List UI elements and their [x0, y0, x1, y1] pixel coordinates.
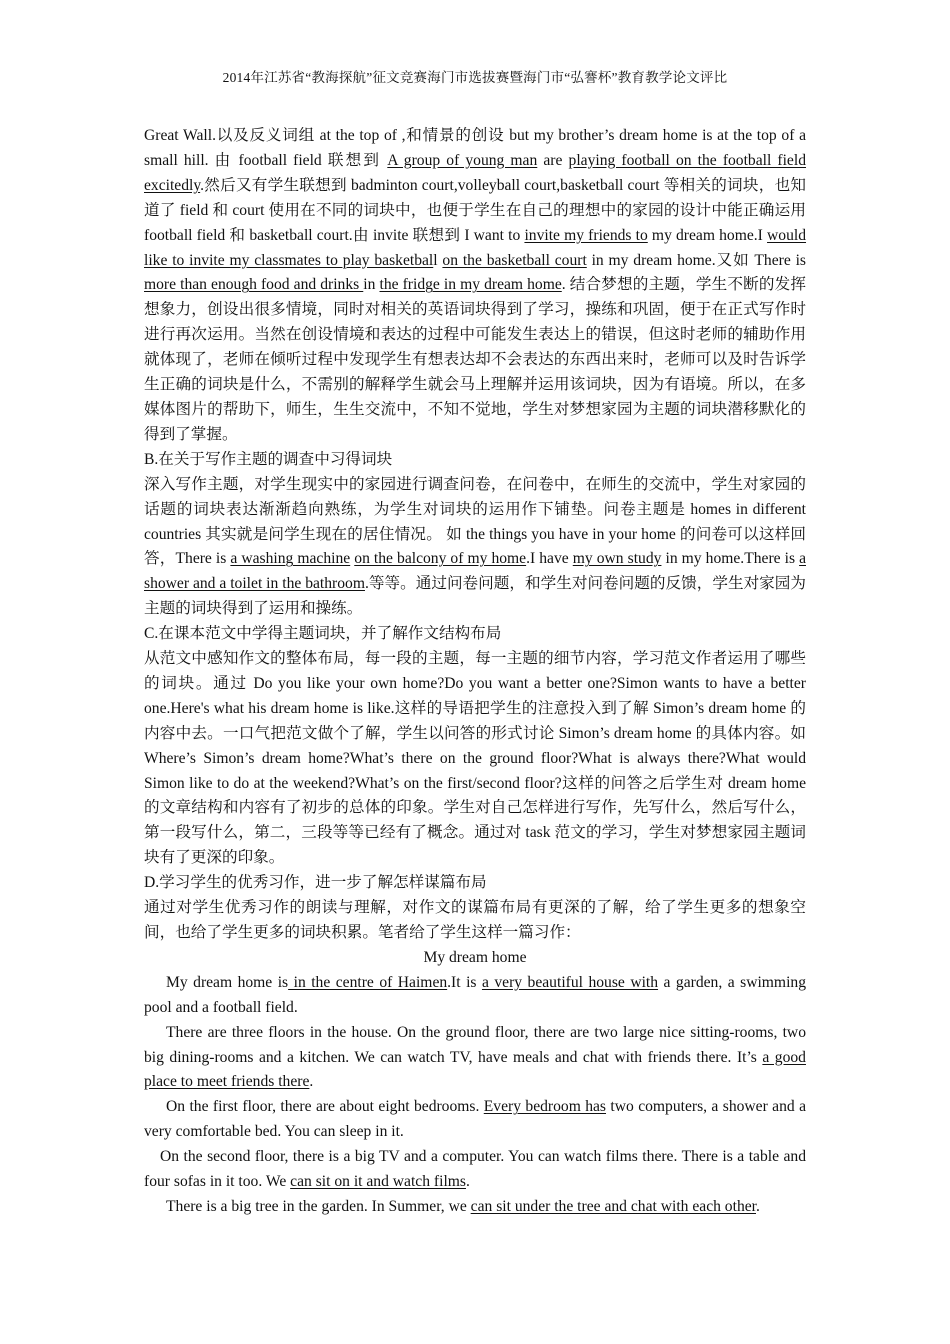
- text-run: are: [537, 151, 569, 169]
- text-run: a garden, a swimming pool and a football field.: [144, 973, 806, 1016]
- underlined-phrase: a washing machine: [230, 550, 351, 568]
- text-run: in my home.There is: [661, 550, 800, 568]
- heading-b: B.在关于写作主题的调查中习得词块: [144, 450, 393, 468]
- underlined-phrase: can sit on it and watch films: [290, 1173, 466, 1191]
- underlined-phrase: on the basketball court: [442, 251, 587, 269]
- heading-d: D.学习学生的优秀习作，进一步了解怎样谋篇布局: [144, 874, 487, 892]
- essay-paragraph-5: [144, 1195, 806, 1220]
- text-run: My dream home is: [166, 973, 289, 991]
- underlined-phrase: a good place to meet friends there: [144, 1048, 806, 1091]
- page-header: 2014年江苏省“教海探航”征文竞赛海门市选拔赛暨海门市“弘謇杯”教育教学论文评比: [222, 70, 728, 85]
- text-run: .I have: [526, 550, 573, 568]
- text-run: 深入写作主题，对学生现实中的家园进行调查问卷，在问卷中，在师生的交流中，学生对家园的话题的词块表达渐渐趋向熟练，为学生对词块的运用作下铺垫。问卷主题是 homes in different countries 其实就是问学生现在的居住情况。 如 the things you have in your home 的问卷可以这样回答，There is: [144, 475, 806, 568]
- text-run: .It is: [447, 973, 482, 991]
- essay-paragraph-1: [144, 971, 806, 1021]
- text-run: .然后又有学生联想到 badminton court,volleyball court,basketball court 等相关的词块，也知道了 field 和 court 使用在不同的词块中，也便于学生在自己的理想中的家园的设计中能正确运用 football field 和 basketball court.由 invite 联想到 I want to: [144, 176, 806, 244]
- text-run: l: [433, 251, 443, 269]
- text-run: .: [465, 1173, 470, 1191]
- underlined-phrase: Every bedroom has: [483, 1098, 607, 1116]
- text-run: .: [756, 1197, 760, 1215]
- underlined-phrase: A group of young man: [387, 151, 538, 169]
- text-run: Great Wall.以及反义词组 at the top of ,和情景的创设 but my brother’s dream home is at the top of a small hill. 由 football field 联想到: [144, 127, 806, 169]
- underlined-phrase: in the centre of Haimen: [288, 973, 448, 991]
- text-run: .等等。通过问卷问题，和学生对问卷问题的反馈，学生对家园为主题的词块得到了运用和操练。: [144, 575, 806, 618]
- text-run: On the second floor, there is a big TV and a computer. You can watch films there. There is a table and four sofas in it too. We: [144, 1148, 806, 1191]
- paragraph-4: [144, 896, 806, 946]
- essay-paragraph-3: [144, 1095, 806, 1145]
- underlined-phrase: the fridge in my dream home: [379, 276, 562, 294]
- underlined-phrase: a very beautiful house with: [481, 973, 659, 991]
- underlined-phrase: my own study: [572, 550, 662, 568]
- paragraph-1: [144, 124, 806, 448]
- essay-paragraph-4: [144, 1145, 806, 1195]
- text-run: There is a big tree in the garden. In Summer, we: [166, 1197, 471, 1215]
- underlined-phrase: invite my friends to: [524, 226, 648, 244]
- underlined-phrase: can sit under the tree and chat with each other: [470, 1197, 756, 1215]
- paragraph-3: [144, 647, 806, 871]
- text-run: my dream home.I: [647, 226, 768, 244]
- essay-title: My dream home: [423, 948, 527, 966]
- document-body: [144, 124, 806, 1220]
- essay-paragraph-2: [144, 1021, 806, 1096]
- underlined-phrase: more than enough food and drinks: [144, 276, 364, 294]
- text-run: 从范文中感知作文的整体布局，每一段的主题，每一主题的细节内容，学习范文作者运用了哪些的词块。通过 Do you like your own home?Do you want a better one?Simon wants to have a better one.Here's what his dream home is like.这样的导语把学生的注意投入到了解 Simon’s dream home 的内容中去。一口气把范文做个了解，学生以问答的形式讨论 Simon’s dream home 的具体内容。如 Where’s Simon’s dream home?What’s there on the ground floor?What is always there?What would Simon like to do at the weekend?What’s on the first/second floor?这样的问答之后学生对 dream home 的文章结构和内容有了初步的总体的印象。学生对自己怎样进行写作，先写什么，然后写什么，第一段写什么，第二，三段等等已经有了概念。通过对 task 范文的学习，学生对梦想家园主题词块有了更深的印象。: [144, 650, 806, 867]
- text-run: two computers, a shower and a very comfortable bed. You can sleep in it.: [144, 1098, 807, 1141]
- underlined-phrase: playing football on the football field excitedly: [144, 151, 806, 194]
- underlined-phrase: on the balcony of my home: [354, 550, 527, 568]
- heading-c: C.在课本范文中学得主题词块，并了解作文结构布局: [144, 625, 502, 643]
- underlined-phrase: a shower and a toilet in the bathroom: [144, 550, 806, 593]
- text-run: .: [309, 1073, 314, 1091]
- text-run: There are three floors in the house. On the ground floor, there are two large nice sitting-rooms, two big dining-rooms and a kitchen. We can watch TV, have meals and chat with friends there. It’s: [144, 1023, 806, 1066]
- text-run: in my dream home.又如 There is: [586, 251, 806, 269]
- text-run: 通过对学生优秀习作的朗读与理解，对作文的谋篇布局有更深的了解，给了学生更多的想象空间，也给了学生更多的词块积累。笔者给了学生这样一篇习作：: [144, 899, 806, 941]
- paragraph-2: [144, 473, 806, 622]
- text-run: in: [363, 276, 380, 294]
- text-run: On the first floor, there are about eight bedrooms.: [166, 1098, 484, 1116]
- underlined-phrase: would like to invite my classmates to play basketbal: [144, 226, 807, 269]
- text-run: . 结合梦想的主题，学生不断的发挥想象力，创设出很多情境，同时对相关的英语词块得到了学习，操练和巩固，便于在正式写作时进行再次运用。当然在创设情境和表达的过程中可能发生表达上的错误，但这时老师的辅助作用就体现了，老师在倾听过程中发现学生有想表达却不会表达的东西出来时，老师可以及时告诉学生正确的词块是什么，不需别的解释学生就会马上理解并运用该词块，因为有语境。所以，在多媒体图片的帮助下，师生，生生交流中，不知不觉地，学生对梦想家园为主题的词块潜移默化的得到了掌握。: [144, 276, 806, 443]
